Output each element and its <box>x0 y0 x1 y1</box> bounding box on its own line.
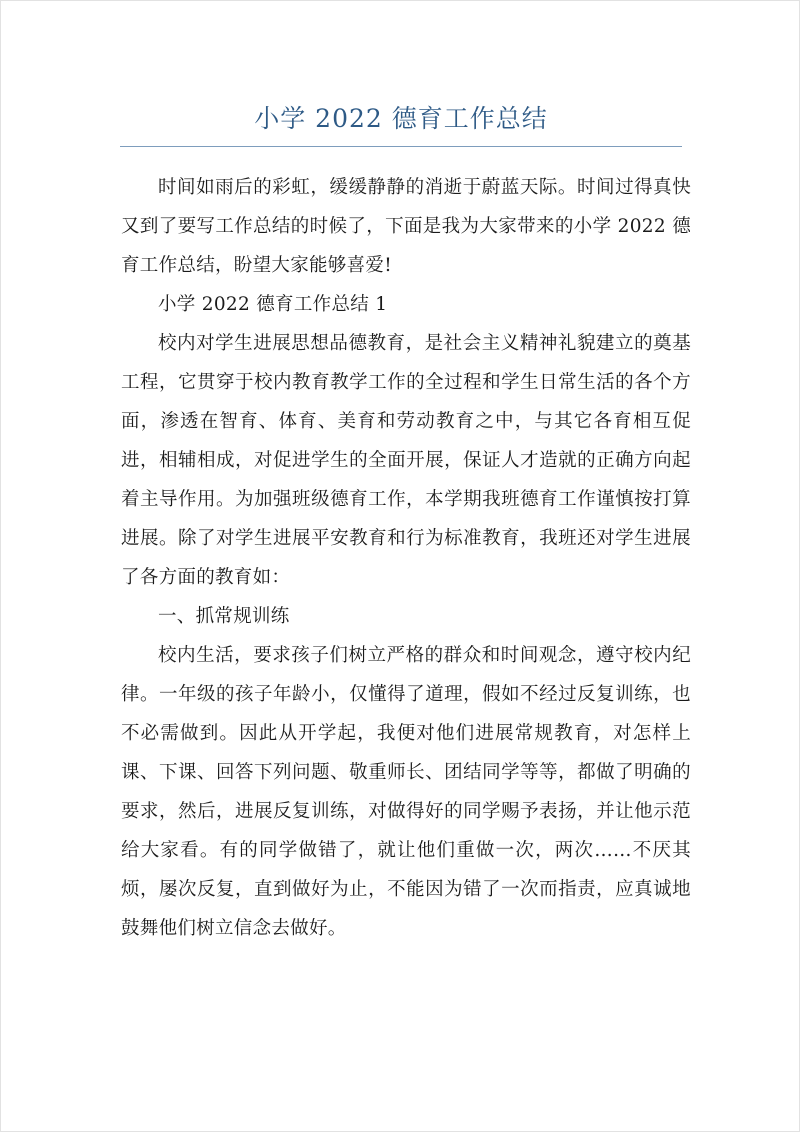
document-title: 小学 2022 德育工作总结 <box>254 104 548 133</box>
title-underline <box>120 146 682 147</box>
body-paragraph: 校内生活，要求孩子们树立严格的群众和时间观念，遵守校内纪律。一年级的孩子年龄小，仅懂得了道理，假如不经过反复训练，也不必需做到。因此从开学起，我便对他们进展常规教育，对怎样上课、下课、回答下列问题、敬重师长、团结同学等等，都做了明确的要求，然后，进展反复训练，对做得好的同学赐予表扬，并让他示范给大家看。有的同学做错了，就让他们重做一次，两次……不厌其烦，屡次反复，直到做好为止，不能因为错了一次而指责，应真诚地鼓舞他们树立信念去做好。 <box>121 645 691 939</box>
section-heading: 小学 2022 德育工作总结 1 <box>158 294 388 315</box>
intro-paragraph: 时间如雨后的彩虹，缓缓静静的消逝于蔚蓝天际。时间过得真快又到了要写工作总结的时候了，下面是我为大家带来的小学 2022 德育工作总结，盼望大家能够喜爱! <box>121 177 691 276</box>
document-body <box>121 168 691 948</box>
subsection-heading: 一、抓常规训练 <box>158 606 290 627</box>
body-paragraph: 校内对学生进展思想品德教育，是社会主义精神礼貌建立的奠基工程，它贯穿于校内教育教学工作的全过程和学生日常生活的各个方面，渗透在智育、体育、美育和劳动教育之中，与其它各育相互促进，相辅相成，对促进学生的全面开展，保证人才造就的正确方向起着主导作用。为加强班级德育工作，本学期我班德育工作谨慎按打算进展。除了对学生进展平安教育和行为标准教育，我班还对学生进展了各方面的教育如： <box>121 333 691 588</box>
